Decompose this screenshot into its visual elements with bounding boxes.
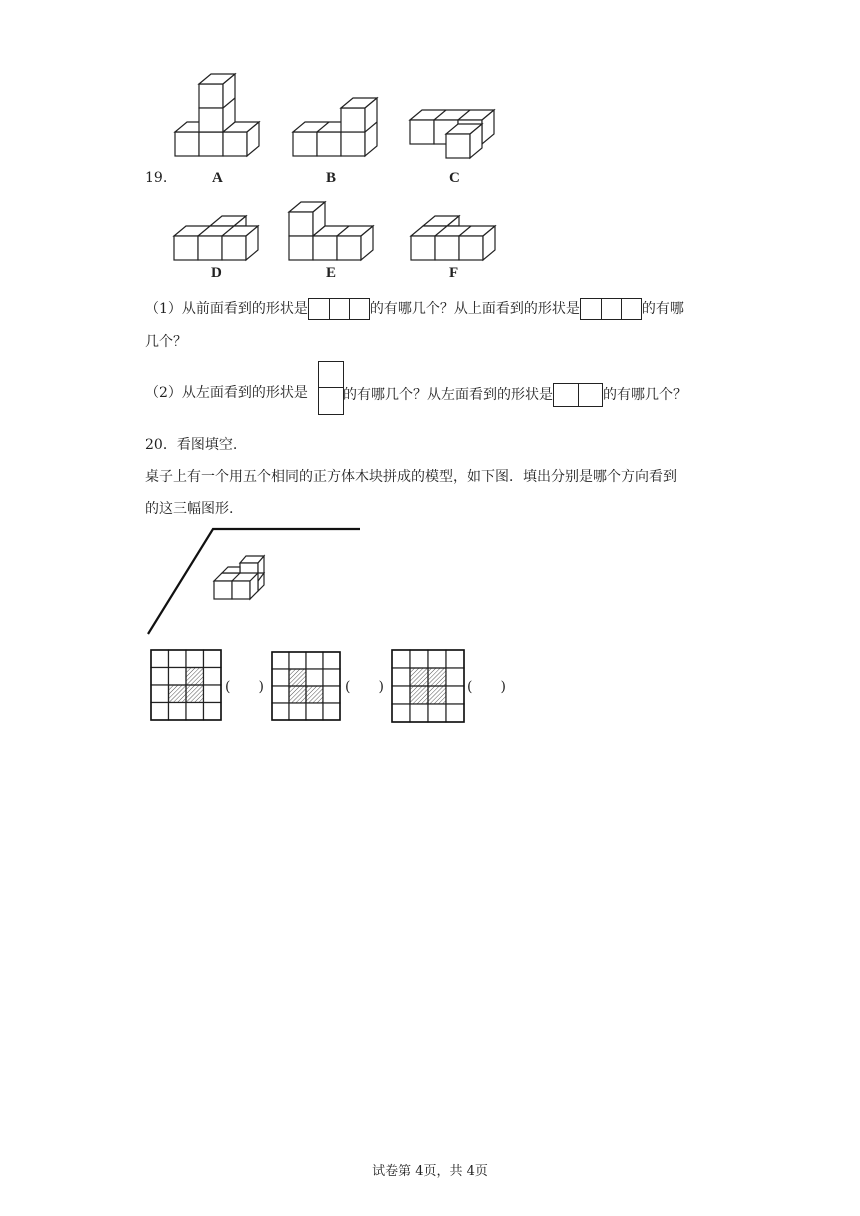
shaded-grid-cell (306, 686, 323, 703)
two-square-shape-icon (553, 383, 603, 407)
question-20-line1: 桌子上有一个用五个相同的正方体木块拼成的模型，如下图．填出分别是哪个方向看到 (145, 469, 677, 485)
part1-text-a: （1）从前面看到的形状是 (145, 301, 308, 317)
grid-cell (323, 686, 340, 703)
page-footer: 试卷第 4页，共 4页 (372, 1164, 488, 1179)
grid-cell (323, 669, 340, 686)
grid-cell (446, 668, 464, 686)
vertical-two-square-shape-icon (318, 361, 344, 415)
grid-cell (410, 704, 428, 722)
grid-cell (151, 703, 169, 721)
grid-cell (169, 668, 187, 686)
three-square-shape-icon (308, 298, 370, 320)
part2-text-c: 的有哪几个？ (603, 387, 687, 403)
part2-text-b-span: 的有哪几个？从左面看到的形状是 (343, 387, 553, 403)
view-grid-3 (391, 649, 465, 727)
grid-cell (289, 652, 306, 669)
shaded-grid-cell (289, 669, 306, 686)
question-20-title: 20．看图填空. (145, 437, 238, 453)
figure-f-cubes (411, 212, 506, 264)
shaded-grid-cell (410, 668, 428, 686)
figure-a-label: A (212, 170, 223, 186)
grid-cell (169, 650, 187, 668)
question-19-part1 (145, 298, 684, 320)
shaded-grid-cell (428, 668, 446, 686)
view-grid-1 (150, 649, 222, 725)
grid-cell (323, 652, 340, 669)
grid-cell (446, 686, 464, 704)
grid-cell (306, 669, 323, 686)
grid-cell (446, 704, 464, 722)
grid-cell (410, 650, 428, 668)
shaded-grid-cell (428, 686, 446, 704)
grid-cell (151, 685, 169, 703)
shaded-grid-cell (289, 686, 306, 703)
grid-cell (306, 703, 323, 720)
figure-f-label: F (449, 265, 459, 281)
figure-c-cubes (410, 108, 505, 163)
grid-cell (204, 668, 222, 686)
figure-a-cubes (175, 72, 270, 162)
shaded-grid-cell (186, 668, 204, 686)
grid-cell (151, 668, 169, 686)
answer-blank-2[interactable]: ( ) (345, 679, 384, 695)
part2-text-a: （2）从左面看到的形状是 (145, 385, 308, 401)
question-19-number: 19. (145, 170, 168, 186)
grid-cell (204, 650, 222, 668)
grid-cell (272, 652, 289, 669)
grid-cell (169, 703, 187, 721)
grid-cell (151, 650, 169, 668)
part2-text-b (343, 383, 687, 407)
figure-d-cubes (174, 212, 269, 264)
part1-text-c: 的有哪 (641, 301, 684, 317)
grid-cell (323, 703, 340, 720)
figure-e-cubes (289, 200, 384, 264)
question-20-line2: 的这三幅图形. (145, 501, 234, 517)
grid-cell (272, 669, 289, 686)
grid-cell (428, 704, 446, 722)
grid-cell (392, 704, 410, 722)
grid-cell (204, 685, 222, 703)
figure-e-label: E (326, 265, 337, 281)
figure-b-cubes (293, 96, 388, 162)
grid-cell (392, 668, 410, 686)
part1-text-b: 的有哪几个？从上面看到的形状是 (369, 301, 580, 317)
grid-cell (186, 703, 204, 721)
grid-cell (289, 703, 306, 720)
view-grid-2 (271, 651, 341, 725)
grid-cell (186, 650, 204, 668)
part1-text-d: 几个？ (145, 334, 187, 350)
figure-b-label: B (326, 170, 337, 186)
grid-cell (306, 652, 323, 669)
figure-c-label: C (449, 170, 460, 186)
grid-cell (204, 703, 222, 721)
cube-model (214, 553, 268, 603)
grid-cell (272, 686, 289, 703)
answer-blank-3[interactable]: ( ) (467, 679, 506, 695)
shaded-grid-cell (410, 686, 428, 704)
answer-blank-1[interactable]: ( ) (225, 679, 264, 695)
figure-d-label: D (211, 265, 222, 281)
grid-cell (272, 703, 289, 720)
grid-cell (392, 650, 410, 668)
grid-cell (428, 650, 446, 668)
three-square-shape-icon (580, 298, 642, 320)
grid-cell (392, 686, 410, 704)
grid-cell (446, 650, 464, 668)
shaded-grid-cell (169, 685, 187, 703)
shaded-grid-cell (186, 685, 204, 703)
